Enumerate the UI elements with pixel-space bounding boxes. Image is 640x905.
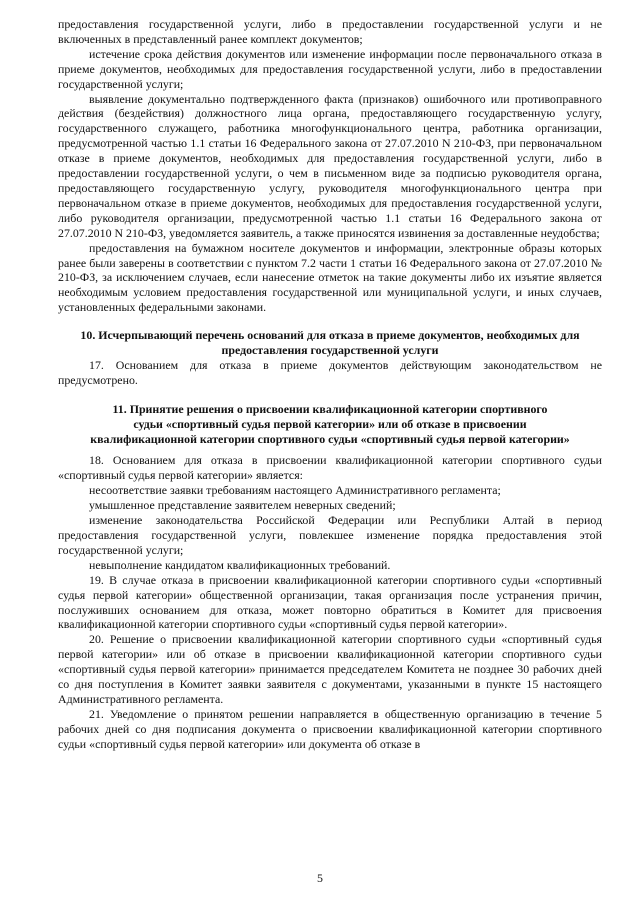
page-number: 5 [317, 871, 323, 885]
section-10-heading: 10. Исчерпывающий перечень оснований для отказа в приеме документов, необходимых для предоставления государственной услуги [80, 328, 580, 358]
paragraph: 18. Основанием для отказа в присвоении квалификационной категории спортивного судьи «спортивный судья первой категории» является: [58, 453, 602, 483]
section-11-heading [58, 402, 602, 447]
section-11-heading-line: судьи «спортивный судья первой категории» или об отказе в присвоении [133, 416, 527, 431]
section-11-heading-line: квалификационной категории спортивного судьи «спортивный судья первой категории» [90, 431, 570, 446]
paragraph: 17. Основанием для отказа в приеме документов действующим законодательством не предусмотрено. [58, 357, 602, 387]
paragraph: невыполнение кандидатом квалификационных требований. [89, 557, 391, 572]
paragraph: умышленное представление заявителем неверных сведений; [89, 498, 396, 513]
paragraph: предоставления на бумажном носителе документов и информации, электронные образы которых ранее были заверены в соответствии с пунктом 7.2 части 1 статьи 16 Федерального закона от 27.07.2010 № 210-ФЗ, за исключением случаев, если нанесение отметок на такие документы либо их изъятие является необходимым условием предоставления государственной или муниципальной услуги, и иных случаев, установленных федеральными законами. [58, 240, 602, 315]
section-11-heading-line: 11. Принятие решения о присвоении квалификационной категории спортивного [112, 401, 548, 416]
paragraph: 20. Решение о присвоении квалификационной категории спортивного судьи «спортивный судья первой категории» или об отказе в присвоении квалификационной категории спортивного судьи «спортивный судья первой категории» принимается председателем Комитета не позднее 30 рабочих дней со дня поступления в Комитет заявки заявителя с документами, указанными в пункте 15 настоящего Административного регламента. [58, 632, 602, 706]
paragraph: изменение законодательства Российской Федерации или Республики Алтай в период предоставления государственной услуги, повлекшее изменение порядка предоставления этой государственной услуги; [58, 513, 602, 557]
paragraph: выявление документально подтвержденного факта (признаков) ошибочного или противоправного действия (бездействия) должностного лица органа, предоставляющего государственную услугу, государственного служащего, работника многофункционального центра, работника организации, предусмотренной частью 1.1 статьи 16 Федерального закона от 27.07.2010 N 210-ФЗ, при первоначальном отказе в приеме документов, необходимых для предоставления государственной услуги, либо в предоставлении государственной услуги, о чем в письменном виде за подписью руководителя органа, предоставляющего государственную услугу, руководителя многофункционального центра при первоначальном отказе в приеме документов, необходимых для предоставления государственной услуги, либо руководителя организации, предусмотренной частью 1.1 статьи 16 Федерального закона от 27.07.2010 N 210-ФЗ, уведомляется заявитель, а также приносятся извинения за доставленные неудобства; [58, 91, 602, 240]
paragraph: истечение срока действия документов или изменение информации после первоначального отказа в приеме документов, необходимых для предоставления государственной услуги, либо в предоставлении государственной услуги; [58, 46, 602, 91]
paragraph: несоответствие заявки требованиям настоящего Административного регламента; [89, 483, 501, 498]
paragraph: 21. Уведомление о принятом решении направляется в общественную организацию в течение 5 рабочих дней со дня подписания документа о присвоении квалификационной категории спортивного судьи «спортивный судья первой категории» или документа об отказе в [58, 706, 602, 751]
paragraph: 19. В случае отказа в присвоении квалификационной категории спортивного судьи «спортивный судья первой категории» общественной организации, такая организация после устранения причин, послуживших основанием для отказа, может повторно обратиться в Комитет для присвоения квалификационной категории спортивного судьи «спортивный судья первой категории». [58, 572, 602, 632]
paragraph: предоставления государственной услуги, либо в предоставлении государственной услуги и не включенных в представленный ранее комплект документов; [58, 17, 602, 46]
